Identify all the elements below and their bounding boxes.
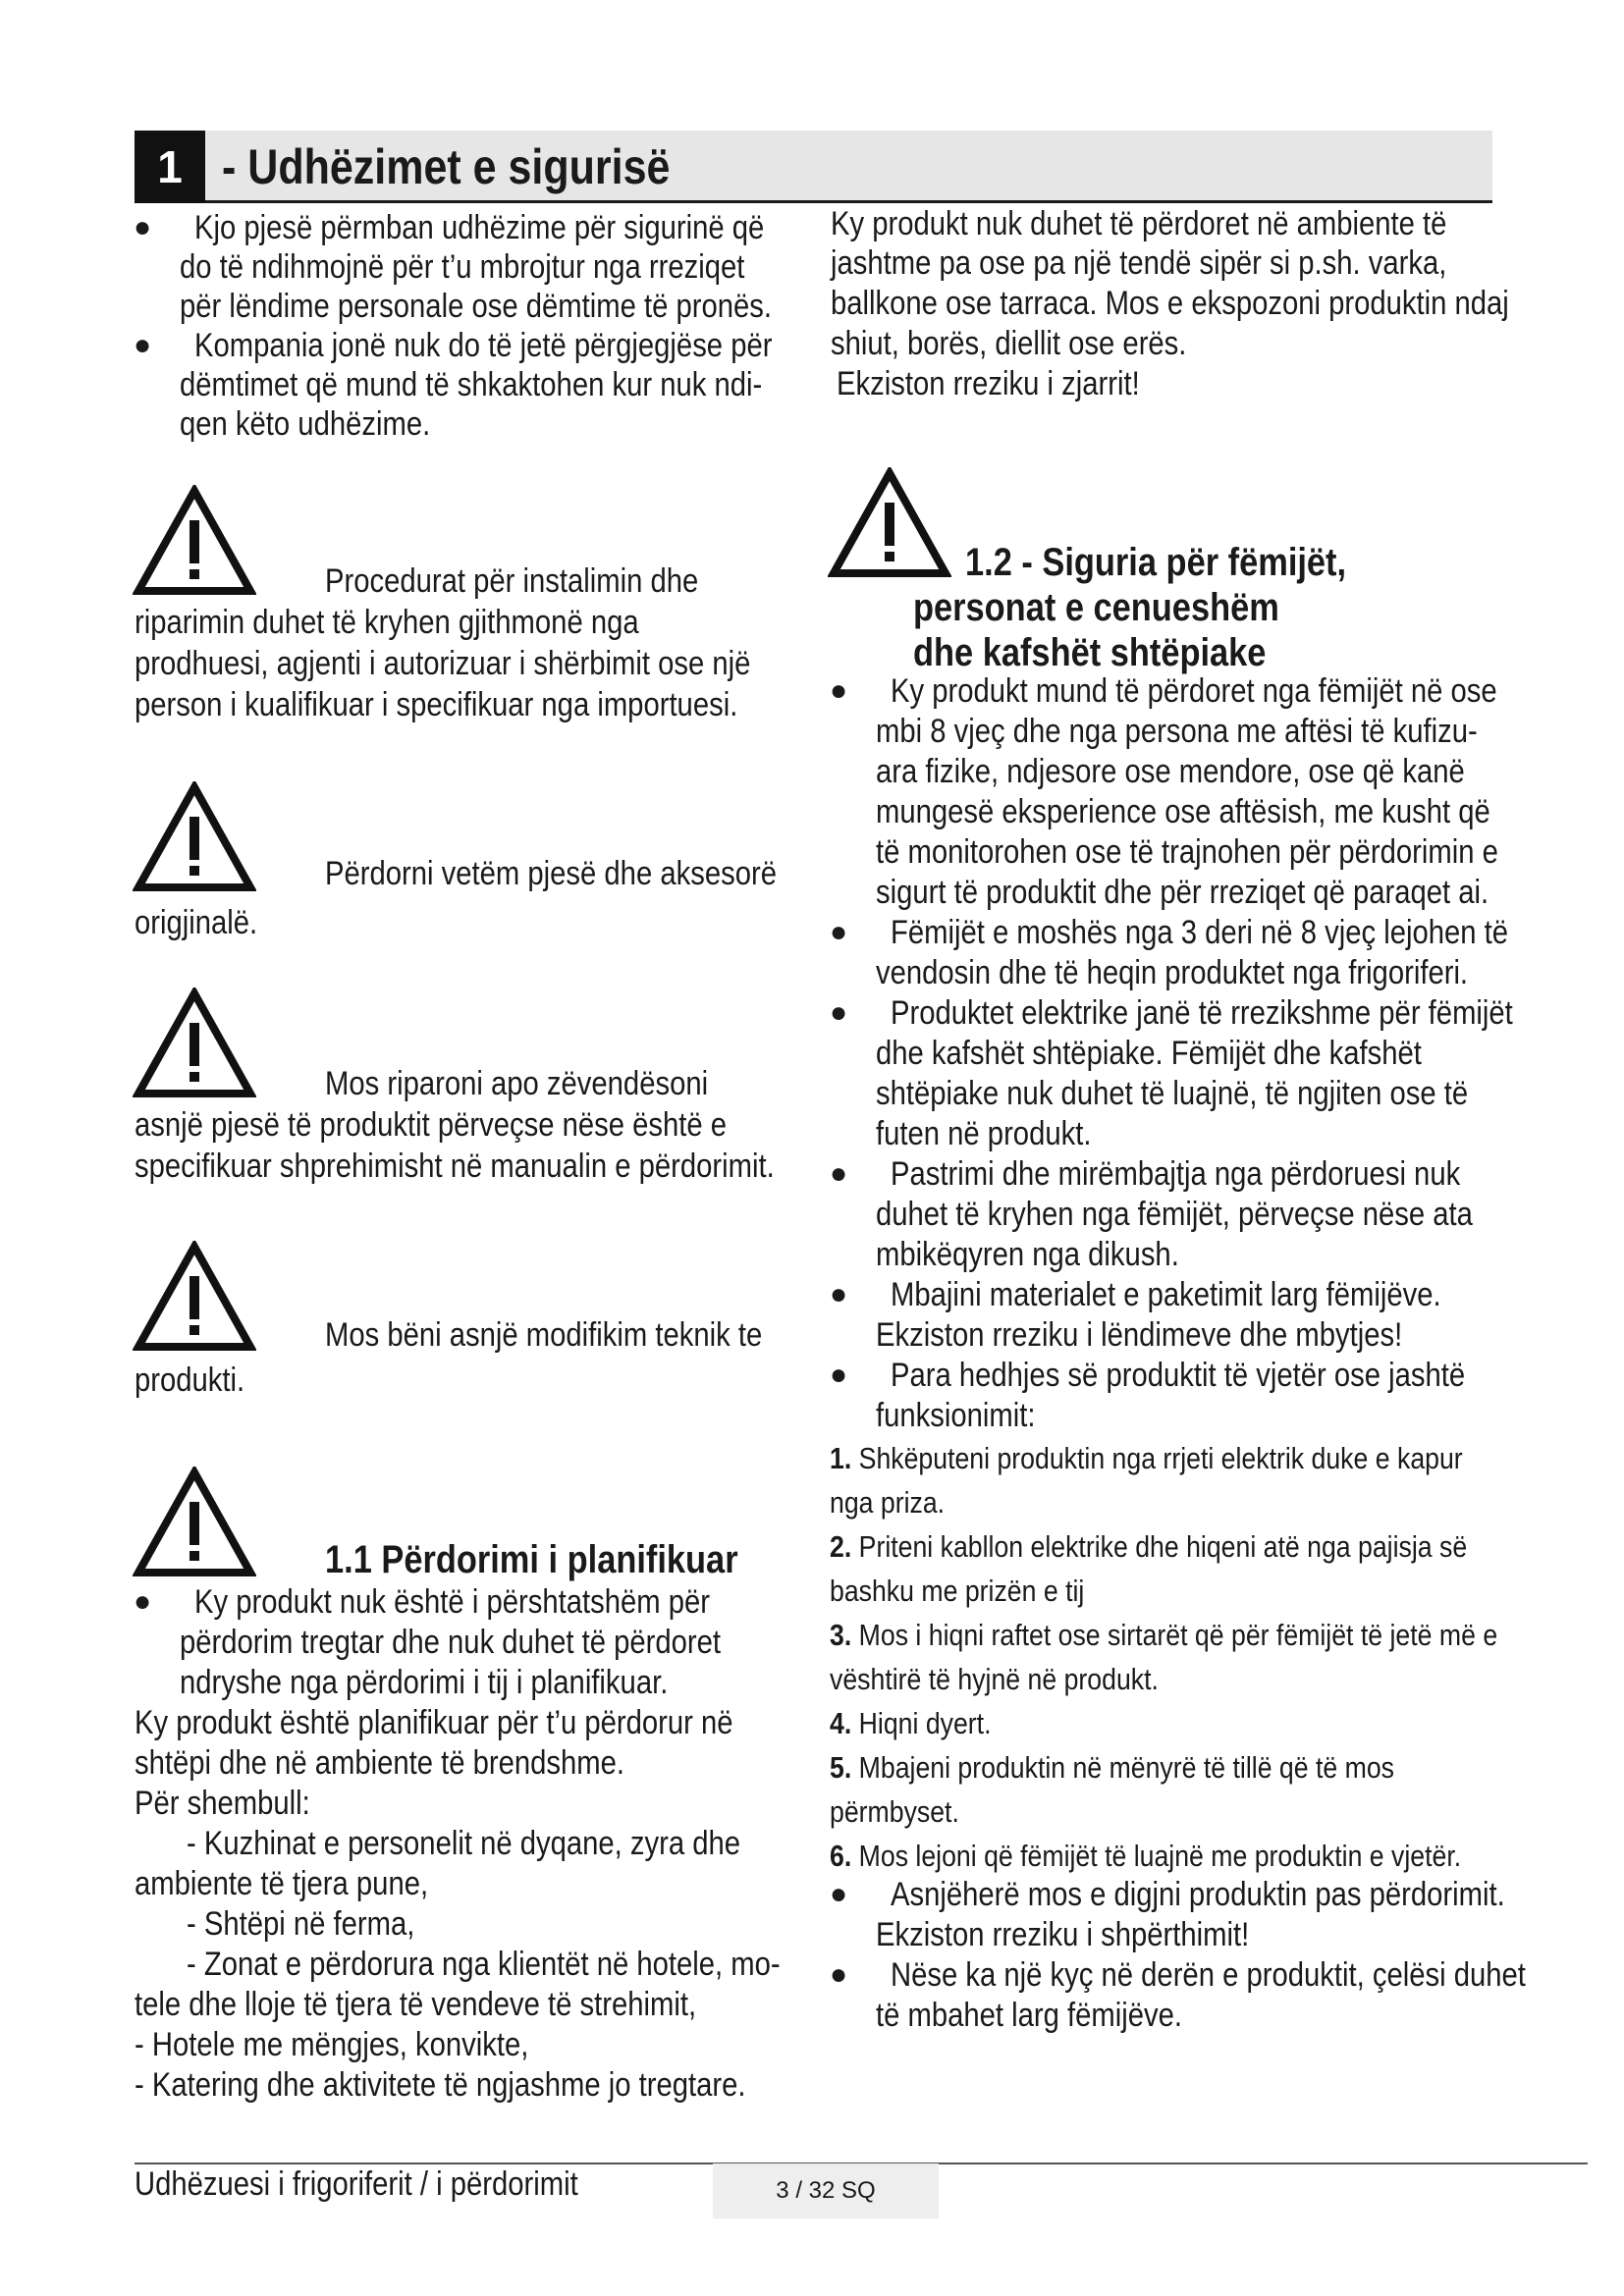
subsection-heading: 1.1 Përdorimi i planifikuar <box>325 1538 738 1581</box>
bullet-dot: ● <box>830 1878 848 1910</box>
text-line: Ky produkt është planifikuar për t’u përdorur në <box>135 1704 733 1741</box>
bullet-dot: ● <box>830 1157 848 1190</box>
text-line: Përdorni vetëm pjesë dhe aksesorë <box>325 855 777 892</box>
subsection-heading: personat e cenueshëm <box>913 586 1279 629</box>
bullet-dot: ● <box>830 916 848 948</box>
text-line: Ky produkt mund të përdoret nga fëmijët në ose <box>891 672 1497 710</box>
text-line: person i kualifikuar i specifikuar nga importuesi. <box>135 686 738 723</box>
section-number: 1 <box>135 131 205 203</box>
numbered-step <box>830 1527 1467 1567</box>
text-line: Ky produkt nuk duhet të përdoret në ambiente të <box>831 205 1447 242</box>
text-line: duhet të kryhen nga fëmijët, përveçse nëse ata <box>876 1196 1473 1233</box>
numbered-step <box>830 1748 1394 1788</box>
footer-document-title: Udhëzuesi i frigoriferit / i përdorimit <box>135 2165 578 2203</box>
text-line: Pastrimi dhe mirëmbajtja nga përdoruesi nuk <box>891 1155 1461 1193</box>
text-line: mbikëqyren nga dikush. <box>876 1236 1179 1273</box>
text-line: të monitorohen ose të trajnohen për përdorimin e <box>876 833 1498 871</box>
text-line: ndryshe nga përdorimi i tij i planifikuar. <box>180 1664 669 1701</box>
text-line: nga priza. <box>830 1485 946 1520</box>
warning-triangle-icon <box>133 988 256 1099</box>
text-line: Ekziston rreziku i zjarrit! <box>837 365 1140 402</box>
text-line: të mbahet larg fëmijëve. <box>876 1997 1183 2034</box>
text-line: qen këto udhëzime. <box>180 405 431 443</box>
text-line: Kompania jonë nuk do të jetë përgjegjëse për <box>194 327 773 364</box>
text-line: asnjë pjesë të produktit përveçse nëse është e <box>135 1106 728 1144</box>
text-line: Procedurat për instalimin dhe <box>325 562 699 600</box>
bullet-dot: ● <box>830 674 848 707</box>
step-text: Hiqni dyert. <box>858 1706 992 1740</box>
text-line: mbi 8 vjeç dhe nga persona me aftësi të kufizu- <box>876 713 1478 750</box>
text-line: shiut, borës, diellit ose erës. <box>831 325 1187 362</box>
bullet-dot: ● <box>830 1359 848 1391</box>
text-line: ara fizike, ndjesore ose mendore, ose që kanë <box>876 753 1465 790</box>
step-text: Mos lejoni që fëmijët të luajnë me produktin e vjetër. <box>858 1839 1462 1873</box>
step-number: 4. <box>830 1706 852 1740</box>
text-line: për lëndime personale ose dëmtime të pronës. <box>180 288 773 325</box>
bullet-dot: ● <box>830 1278 848 1310</box>
text-line: funksionimit: <box>876 1397 1036 1434</box>
text-line: specifikuar shprehimisht në manualin e përdorimit. <box>135 1148 775 1185</box>
text-line: ambiente të tjera pune, <box>135 1865 429 1902</box>
text-line: Mbajini materialet e paketimit larg fëmijëve. <box>891 1276 1441 1313</box>
numbered-step <box>830 1704 992 1743</box>
step-text: Priteni kabllon elektrike dhe hiqeni atë nga pajisja së <box>858 1529 1468 1564</box>
text-line: Produktet elektrike janë të rrezikshme për fëmijët <box>891 994 1513 1032</box>
text-line: jashtme pa ose pa një tendë sipër si p.sh. varka, <box>831 244 1447 282</box>
warning-triangle-icon <box>133 1241 256 1353</box>
step-text: Mbajeni produktin në mënyrë të tillë që të mos <box>858 1750 1394 1785</box>
text-line: vendosin dhe të heqin produktet nga frigoriferi. <box>876 954 1469 991</box>
bullet-dot: ● <box>830 996 848 1029</box>
page-number: 3 / 32 SQ <box>776 2177 876 2204</box>
text-line: futen në produkt. <box>876 1115 1092 1152</box>
text-line: bashku me prizën e tij <box>830 1574 1085 1608</box>
warning-triangle-icon <box>828 467 951 579</box>
numbered-step <box>830 1616 1497 1655</box>
step-number: 1. <box>830 1441 852 1475</box>
text-line: Për shembull: <box>135 1785 310 1822</box>
text-line: ballkone ose tarraca. Mos e ekspozoni produktin ndaj <box>831 285 1509 322</box>
text-line: do të ndihmojnë për t’u mbrojtur nga rreziqet <box>180 248 745 286</box>
text-line: prodhuesi, agjenti i autorizuar i shërbimit ose një <box>135 645 751 682</box>
bullet-dot: ● <box>830 1958 848 1991</box>
warning-triangle-icon <box>133 781 256 893</box>
bullet-dot: ● <box>134 1585 152 1618</box>
text-line: Para hedhjes së produktit të vjetër ose jashtë <box>891 1357 1466 1394</box>
step-number: 2. <box>830 1529 852 1564</box>
text-line: Nëse ka një kyç në derën e produktit, çelësi duhet <box>891 1956 1526 1994</box>
text-line: Ekziston rreziku i shpërthimit! <box>876 1916 1250 1953</box>
text-line: Mos riparoni apo zëvendësoni <box>325 1065 709 1102</box>
text-line: Kjo pjesë përmban udhëzime për sigurinë që <box>194 209 765 246</box>
section-title: - Udhëzimet e sigurisë <box>222 139 671 194</box>
text-line: - Shtëpi në ferma, <box>187 1905 415 1943</box>
text-line: dhe kafshët shtëpiake. Fëmijët dhe kafshët <box>876 1035 1422 1072</box>
text-line: vështirë të hyjnë në produkt. <box>830 1662 1159 1696</box>
text-line: riparimin duhet të kryhen gjithmonë nga <box>135 604 639 641</box>
text-line: Asnjëherë mos e digjni produktin pas përdorimit. <box>891 1876 1505 1913</box>
text-line: tele dhe lloje të tjera të vendeve të strehimit, <box>135 1986 697 2023</box>
numbered-step <box>830 1837 1461 1876</box>
numbered-step <box>830 1439 1463 1478</box>
text-line: shtëpi dhe në ambiente të brendshme. <box>135 1744 625 1782</box>
text-line: - Kuzhinat e personelit në dyqane, zyra dhe <box>187 1825 741 1862</box>
text-line: Fëmijët e moshës nga 3 deri në 8 vjeç lejohen të <box>891 914 1509 951</box>
text-line: - Katering dhe aktivitete të ngjashme jo tregtare. <box>135 2066 746 2104</box>
text-line: - Hotele me mëngjes, konvikte, <box>135 2026 529 2063</box>
bullet-dot: ● <box>134 211 152 243</box>
warning-triangle-icon <box>133 1467 256 1578</box>
subsection-heading: dhe kafshët shtëpiake <box>913 631 1267 674</box>
step-number: 3. <box>830 1618 852 1652</box>
text-line: përmbyset. <box>830 1794 959 1829</box>
subsection-heading: 1.2 - Siguria për fëmijët, <box>965 541 1347 584</box>
text-line: origjinalë. <box>135 904 258 941</box>
text-line: sigurt të produktit dhe për rreziqet që paraqet ai. <box>876 874 1489 911</box>
step-number: 5. <box>830 1750 852 1785</box>
text-line: mungesë eksperience ose aftësish, me kusht që <box>876 793 1490 830</box>
text-line: Mos bëni asnjë modifikim teknik te <box>325 1316 763 1354</box>
step-number: 6. <box>830 1839 852 1873</box>
text-line: shtëpiake nuk duhet të luajnë, të ngjiten ose të <box>876 1075 1469 1112</box>
text-line: - Zonat e përdorura nga klientët në hotele, mo- <box>187 1946 781 1983</box>
text-line: Ekziston rreziku i lëndimeve dhe mbytjes! <box>876 1316 1403 1354</box>
text-line: përdorim tregtar dhe nuk duhet të përdoret <box>180 1624 722 1661</box>
text-line: produkti. <box>135 1362 245 1399</box>
text-line: Ky produkt nuk është i përshtatshëm për <box>194 1583 710 1621</box>
warning-triangle-icon <box>133 485 256 597</box>
text-line: dëmtimet që mund të shkaktohen kur nuk ndi- <box>180 366 763 403</box>
step-text: Shkëputeni produktin nga rrjeti elektrik duke e kapur <box>858 1441 1463 1475</box>
bullet-dot: ● <box>134 329 152 361</box>
step-text: Mos i hiqni raftet ose sirtarët që për fëmijët të jetë më e <box>858 1618 1498 1652</box>
